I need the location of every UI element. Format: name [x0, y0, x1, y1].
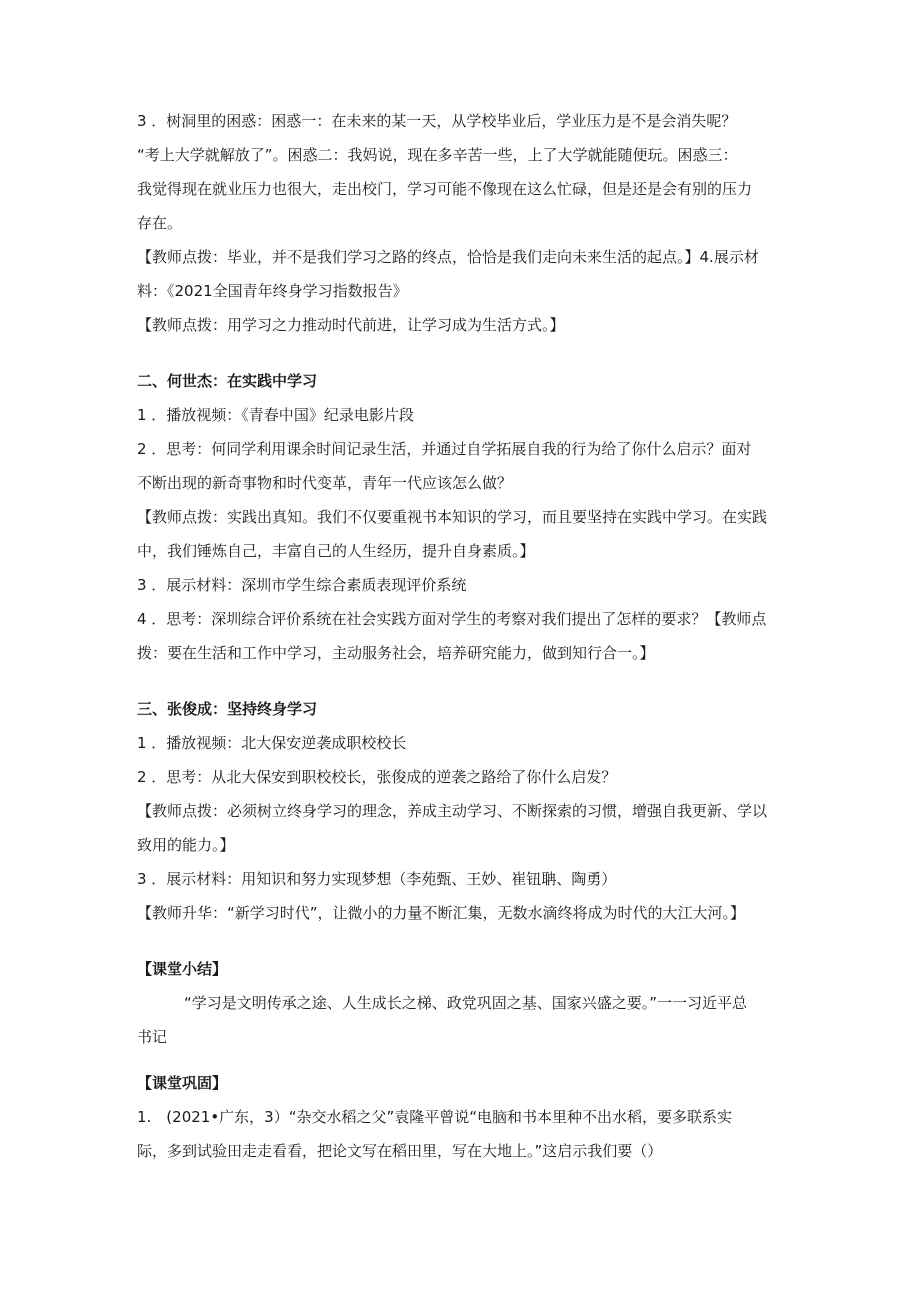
spacer: [137, 670, 787, 692]
spacer: [137, 342, 787, 364]
teacher-tip-2: 【教师点拨：用学习之力推动时代前进，让学习成为生活方式。】: [137, 316, 565, 334]
item-3: 3 ．展示材料：用知识和努力实现梦想（李苑甄、王妙、崔钮聃、陶勇）: [137, 870, 617, 888]
section-he-shijie: [137, 364, 787, 670]
spacer: [137, 930, 787, 952]
section-tree-hole: [137, 104, 787, 342]
teacher-tip-line-1: 【教师点拨：毕业，并不是我们学习之路的终点，恰恰是我们走向未来生活的起点。】4.展示材: [137, 248, 759, 266]
item-2: 2 ．思考：从北大保安到职校校长，张俊成的逆袭之路给了你什么启发？: [137, 768, 617, 786]
teacher-tip-line-2: 致用的能力。】: [137, 836, 235, 854]
item-2-line-1: 2 ．思考：何同学利用课余时间记录生活，并通过自学拓展自我的行为给了你什么启示？面对: [137, 440, 752, 458]
section-zhang-juncheng: [137, 692, 787, 930]
teacher-rise: 【教师升华：“新学习时代”，让微小的力量不断汇集，无数水滴终将成为时代的大江大河。】: [137, 904, 746, 922]
quote-line-2: 书记: [137, 1028, 168, 1046]
section-heading: 二、何世杰：在实践中学习: [137, 372, 318, 390]
item-1: 1 ．播放视频：北大保安逆袭成职校校长: [137, 734, 407, 752]
item-3-line-4: 存在。: [137, 214, 183, 232]
section-heading: 三、张俊成：坚持终身学习: [137, 700, 318, 718]
item-3: 3 ．展示材料：深圳市学生综合素质表现评价系统: [137, 576, 467, 594]
item-1: 1 ．播放视频：《青春中国》纪录电影片段: [137, 406, 414, 424]
section-class-consolidation: [137, 1066, 787, 1168]
teacher-tip-line-1: 【教师点拨：必须树立终身学习的理念，养成主动学习、不断探索的习惯，增强自我更新、学以: [137, 802, 768, 820]
teacher-tip-line-2: 料：《2021全国青年终身学习指数报告》: [137, 282, 408, 300]
question-1-line-2: 际，多到试验田走走看看，把论文写在稻田里，写在大地上。”这启示我们要（）: [137, 1142, 663, 1160]
teacher-tip-line-2: 中，我们锤炼自己，丰富自己的人生经历，提升自身素质。】: [137, 542, 535, 560]
question-1-line-1: 1. (2021•广东，3）“杂交水稻之父”袁隆平曾说“电脑和书本里种不出水稻，要多联系实: [137, 1108, 733, 1126]
item-3-line-2: “考上大学就解放了”。困惑二：我妈说，现在多辛苦一些，上了大学就能随便玩。困惑三：: [137, 146, 738, 164]
item-4-line-2: 拨：要在生活和工作中学习，主动服务社会，培养研究能力，做到知行合一。】: [137, 644, 655, 662]
document-body: [137, 104, 787, 1168]
section-class-summary: [137, 952, 787, 1054]
quote-line-1: “学习是文明传承之途、人生成长之梯、政党巩固之基、国家兴盛之要。”一一习近平总: [184, 994, 748, 1012]
teacher-tip-line-1: 【教师点拨：实践出真知。我们不仅要重视书本知识的学习，而且要坚持在实践中学习。在实践: [137, 508, 768, 526]
item-2-line-2: 不断出现的新奇事物和时代变革，青年一代应该怎么做？: [137, 474, 513, 492]
item-3-line-3: 我觉得现在就业压力也很大，走出校门，学习可能不像现在这么忙碌，但是还是会有别的压力: [137, 180, 753, 198]
summary-heading: 【课堂小结】: [137, 960, 228, 978]
item-4-line-1: 4 ．思考：深圳综合评价系统在社会实践方面对学生的考察对我们提出了怎样的要求？【教师点: [137, 610, 767, 628]
consolidation-heading: 【课堂巩固】: [137, 1074, 228, 1092]
spacer: [137, 1054, 787, 1066]
item-3-line-1: 3 ．树洞里的困惑：困惑一：在未来的某一天，从学校毕业后，学业压力是不是会消失呢？: [137, 112, 737, 130]
